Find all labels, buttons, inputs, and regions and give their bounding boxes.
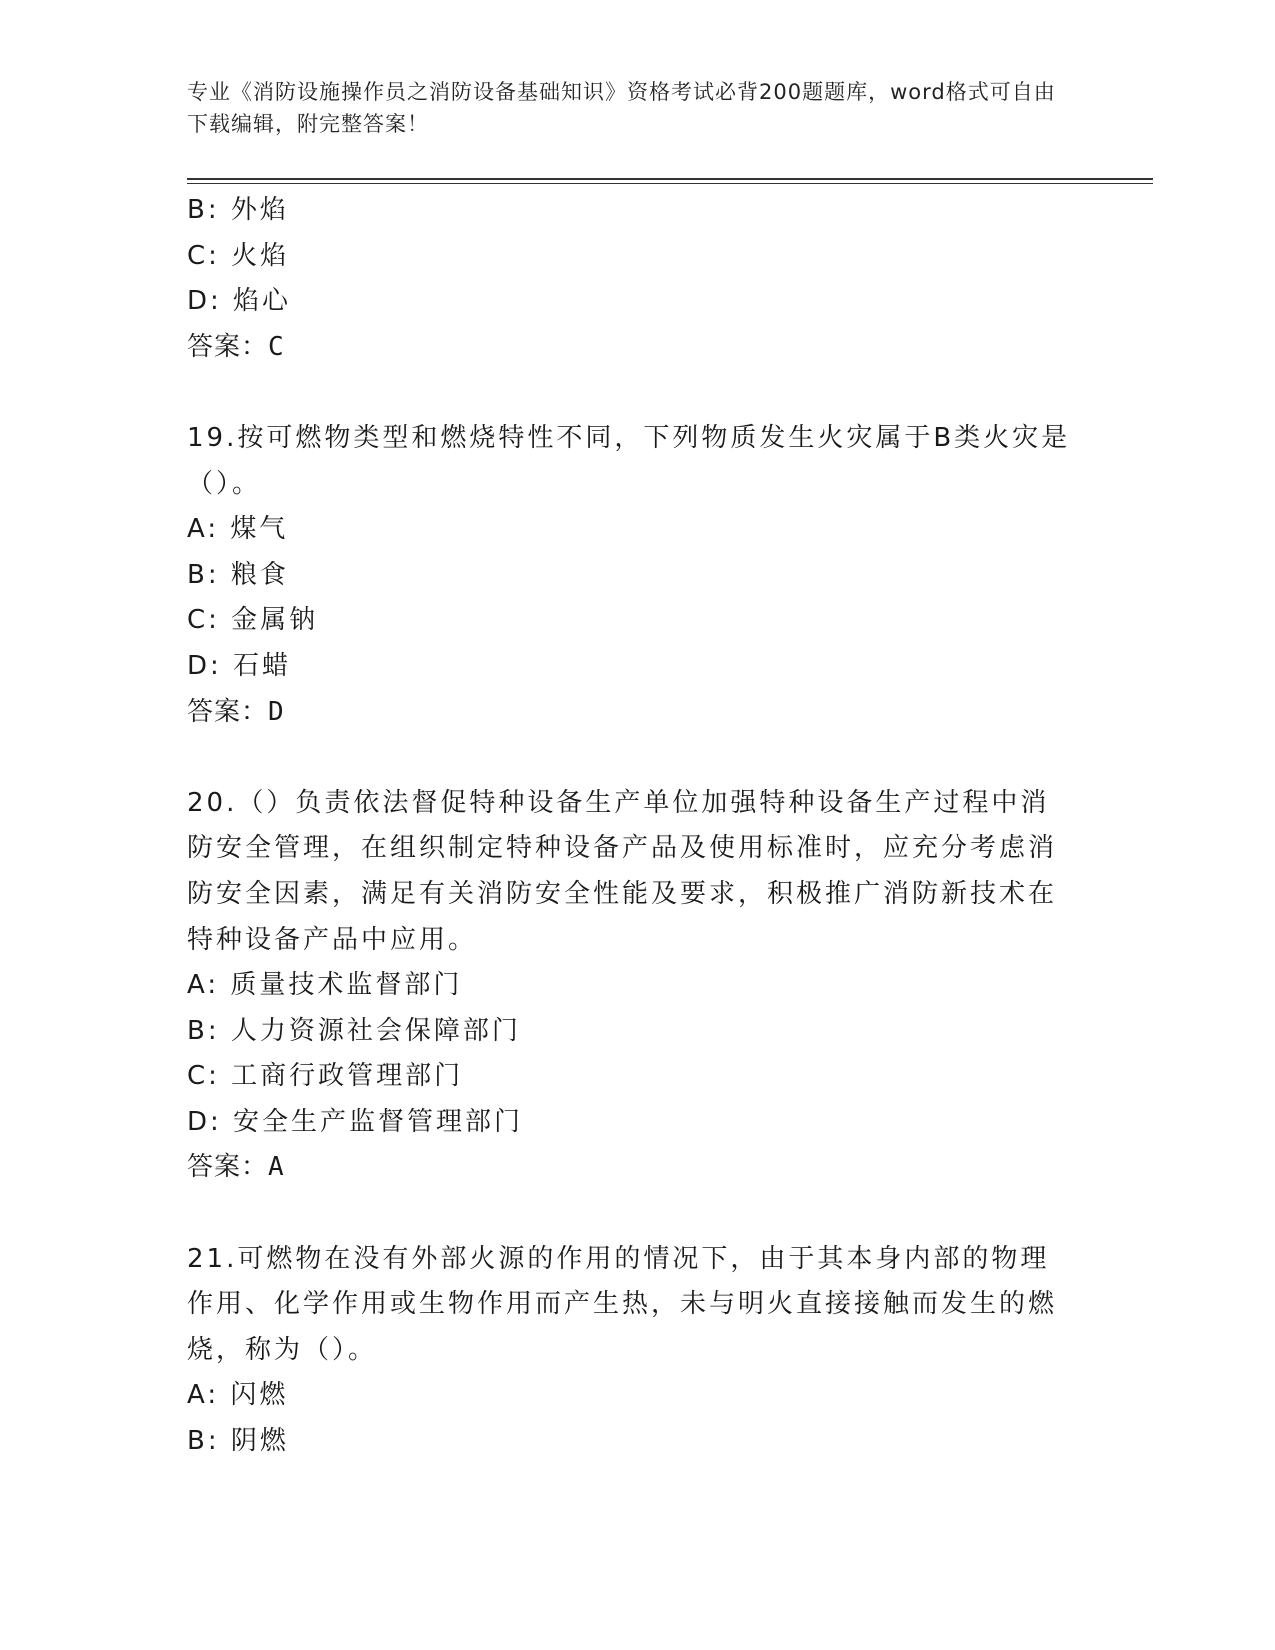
question-stem: 19.按可燃物类型和燃烧特性不同，下列物质发生火灾属于B类火灾是（）。: [187, 422, 1071, 499]
option-c: C: 火焰: [187, 240, 290, 271]
spacer: [187, 1191, 1077, 1237]
answer: 答案：C: [187, 331, 285, 362]
question-18-tail: [187, 188, 1077, 370]
header-rule-thin: [187, 183, 1153, 184]
document-header: [187, 76, 1067, 140]
answer: 答案：D: [187, 696, 285, 727]
answer: 答案：A: [187, 1152, 285, 1183]
option-a: A: 煤气: [187, 514, 289, 545]
header-text: 专业《消防设施操作员之消防设备基础知识》资格考试必背200题题库，word格式可自由下载编辑，附完整答案！: [187, 80, 1056, 136]
option-a: A: 质量技术监督部门: [187, 970, 463, 1001]
question-19: [187, 416, 1077, 735]
option-d: D: 石蜡: [187, 650, 292, 681]
option-b: B: 粮食: [187, 559, 289, 590]
question-content: [187, 188, 1077, 1465]
option-c: C: 工商行政管理部门: [187, 1061, 464, 1092]
option-b: B: 外焰: [187, 195, 289, 225]
question-21: [187, 1237, 1077, 1465]
option-a: A: 闪燃: [187, 1380, 289, 1411]
option-d: D: 安全生产监督管理部门: [187, 1106, 524, 1137]
option-b: B: 阴燃: [187, 1426, 289, 1457]
option-d: D: 焰心: [187, 286, 292, 317]
option-b: B: 人力资源社会保障部门: [187, 1015, 521, 1046]
question-20: [187, 781, 1077, 1191]
option-c: C: 金属钠: [187, 605, 319, 636]
spacer: [187, 370, 1077, 416]
spacer: [187, 735, 1077, 781]
header-rule-thick: [187, 178, 1153, 180]
question-stem: 21.可燃物在没有外部火源的作用的情况下，由于其本身内部的物理作用、化学作用或生物作用而产生热，未与明火直接接触而发生的燃烧，称为（）。: [187, 1243, 1058, 1365]
question-stem: 20.（）负责依法督促特种设备生产单位加强特种设备生产过程中消防安全管理，在组织制定特种设备产品及使用标准时，应充分考虑消防安全因素，满足有关消防安全性能及要求，积极推广消防新技术在特种设备产品中应用。: [187, 787, 1058, 955]
